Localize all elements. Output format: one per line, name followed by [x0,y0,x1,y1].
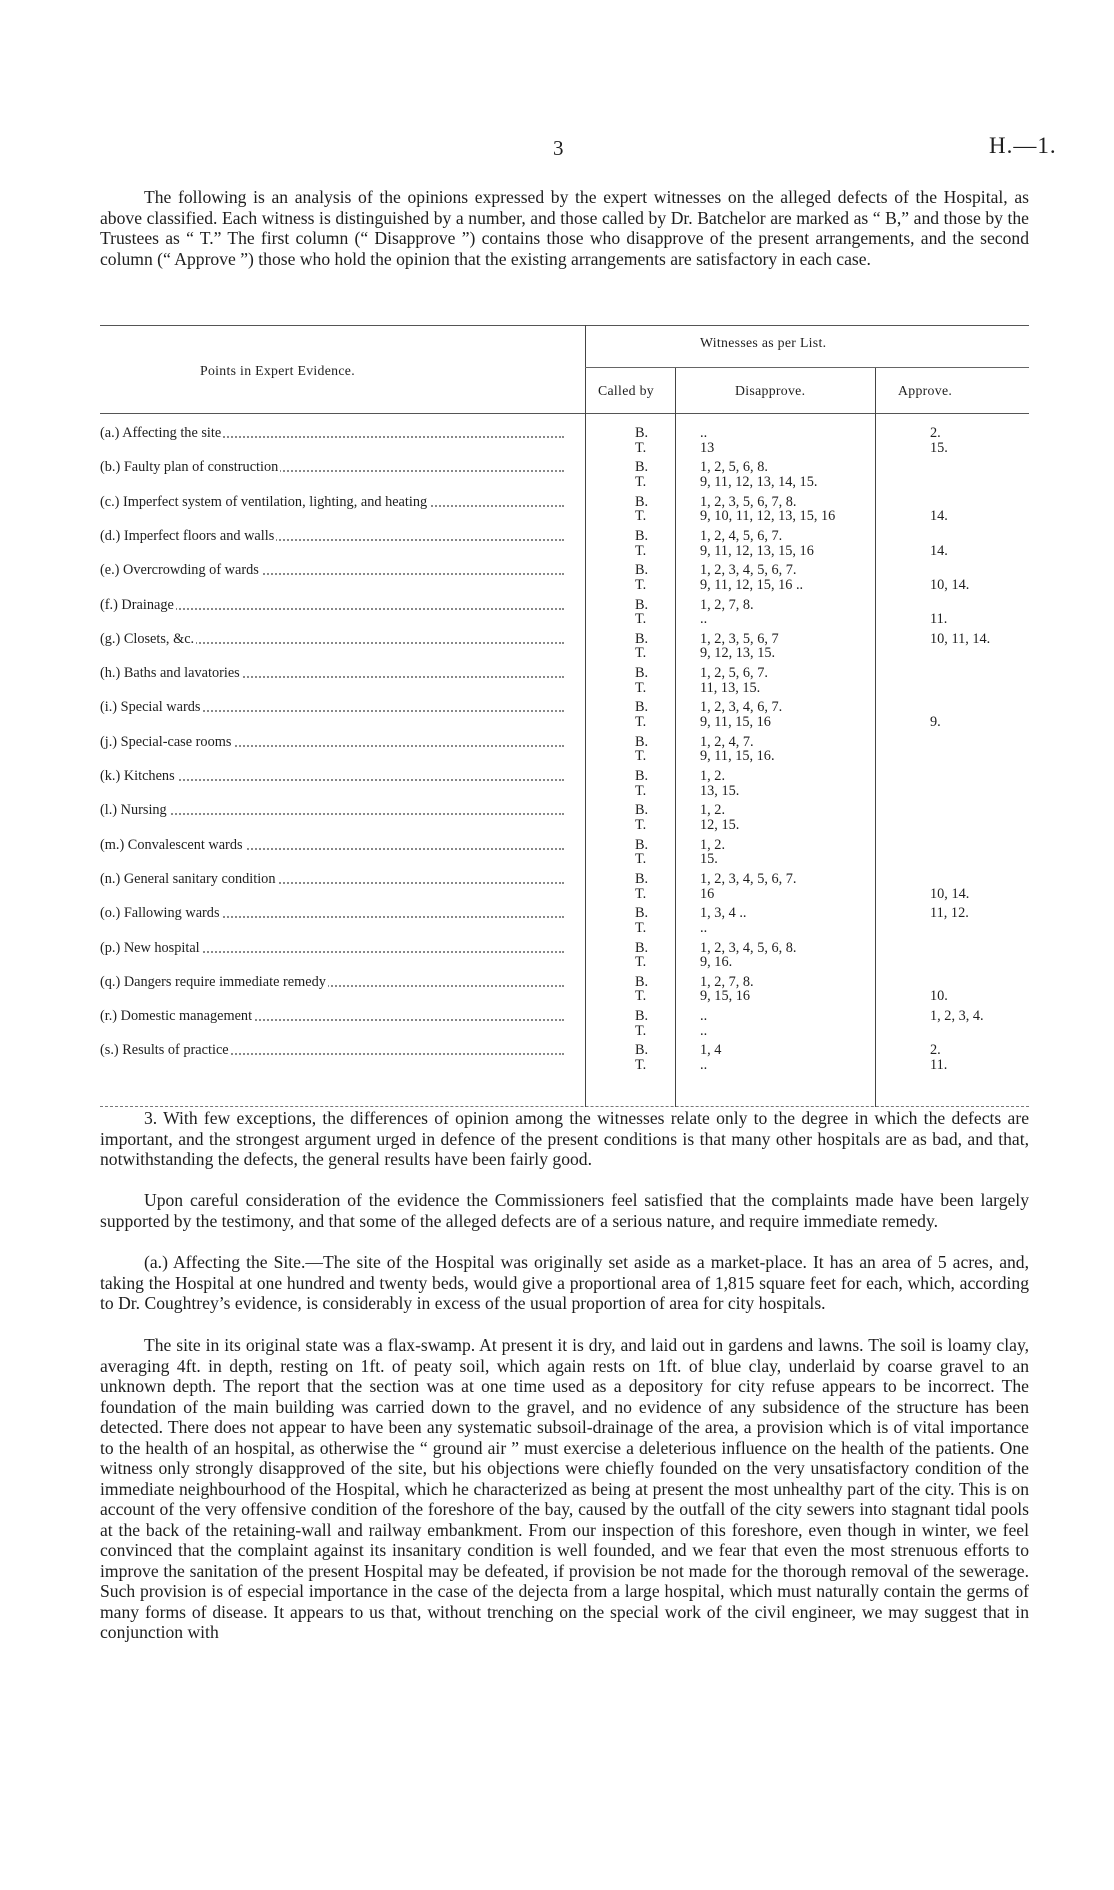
point-label: (g.) Closets, &c. [100,630,195,647]
approve-cell: 9. [930,714,941,730]
disapprove-cell: 1, 2, 4, 7. [700,733,754,750]
called-by-cell: B. [635,459,649,476]
page-number: 3 [553,136,564,160]
point-label: (a.) Affecting the site [100,425,222,441]
called-by-cell: T. [635,508,647,525]
table-divider [675,367,676,1107]
disapprove-cell: 9, 11, 12, 13, 15, 16 [700,542,814,559]
called-by-cell: T. [635,473,647,490]
approve-cell: 2. [930,425,941,441]
approve-cell: 11, 12. [930,905,969,922]
point-label: (c.) Imperfect system of ventilation, lighting, and heating [100,493,428,510]
disapprove-cell: 1, 2, 5, 6, 8. [700,459,768,476]
called-by-cell: B. [635,630,649,647]
point-label: (j.) Special-case rooms [100,733,232,750]
disapprove-cell: 1, 2, 3, 4, 5, 6, 8. [700,939,797,956]
called-by-cell: B. [635,973,649,990]
table-row-point [100,425,570,442]
disapprove-cell: 9, 11, 15, 16. [700,748,775,765]
disapprove-cell: 16 [700,885,715,902]
disapprove-cell: .. [700,1057,708,1073]
table-row-point [100,1042,570,1059]
table-bottom-rule [100,1106,1029,1107]
called-by-cell: T. [635,439,647,456]
point-label: (n.) General sanitary condition [100,870,276,887]
disapprove-cell: .. [700,611,708,628]
disapprove-cell: 1, 2, 3, 4, 6, 7. [700,699,783,716]
witnesses-group-header: Witnesses as per List. [700,335,827,350]
point-label: (l.) Nursing [100,802,167,819]
called-by-cell: T. [635,885,647,902]
called-by-cell: B. [635,733,649,750]
disapprove-cell: 9, 11, 12, 13, 14, 15. [700,473,818,490]
called-by-cell: B. [635,870,649,887]
table-row-point [100,802,570,819]
body-paragraph: The site in its original state was a flax-swamp. At present it is dry, and laid out in gardens and lawns. The soil is loamy clay, averaging 4ft. in depth, resting on 1ft. of peaty soil, which again rests on 1ft. of blue clay, underlaid by coarse gravel to an unknown depth. The report that the section was at one time used as a depository for city refuse appears to be incorrect. The foundation of the main building was carried down to the gravel, and no evidence of any subsidence of the structure has been detected. There does not appear to have been any systematic subsoil-drainage of the area, a provision which is of vital importance to the health of an hospital, as otherwise the “ ground air ” must exercise a deleterious influence on the health of the patients. One witness only strongly disapproved of the site, but his objections were chiefly founded on the very unsatisfactory condition of the immediate neighbourhood of the Hospital, which he characterized as being at present the most unhealthy part of the city. This is on account of the very offensive condition of the foreshore of the bay, caused by the outfall of the city sewers into stagnant tidal pools at the back of the retaining-wall and railway embankment. From our inspection of this foreshore, even though in winter, we feel convinced that the complaint against its insanitary condition is well founded, and we fear that even the most strenuous efforts to improve the sanitation of the present Hospital may be defeated, if provision be not made for the thorough removal of the sewerage. Such provision is of especial importance in the case of the dejecta from a large hospital, which must naturally contain the germs of many forms of disease. It appears to us that, without trenching on the special work of the civil engineer, we may suggest that in conjunction with [100,1335,1029,1642]
called-by-column-header: Called by [598,383,654,398]
disapprove-cell: 9, 16. [700,954,733,971]
called-by-cell: B. [635,905,649,922]
body-paragraph: 3. With few exceptions, the differences of opinion among the witnesses relate only to the degree in which the defects are important, and the strongest argument urged in defence of the present conditions is that many other hospitals are as bad, and that, notwithstanding the defects, the general results have been fairly good. [100,1108,1029,1169]
points-column-header: Points in Expert Evidence. [200,363,355,378]
disapprove-cell: 1, 2, 3, 5, 6, 7, 8. [700,493,797,510]
called-by-cell: B. [635,939,649,956]
called-by-cell: T. [635,988,647,1005]
disapprove-cell: 9, 11, 15, 16 [700,714,771,730]
called-by-cell: T. [635,919,647,936]
table-row-point [100,1008,570,1025]
table-row-point [100,871,570,888]
disapprove-cell: 1, 2. [700,836,726,853]
table-row-point [100,940,570,957]
disapprove-cell: 9, 10, 11, 12, 13, 15, 16 [700,508,836,525]
called-by-cell: B. [635,1042,649,1059]
disapprove-cell: 13 [700,439,715,456]
body-paragraph: Upon careful consideration of the evidence the Commissioners feel satisfied that the complaints made have been largely supported by the testimony, and that some of the alleged defects are of a serious nature, and require immediate remedy. [100,1190,1029,1231]
point-label: (f.) Drainage [100,596,174,613]
disapprove-cell: 15. [700,851,718,868]
table-divider [875,367,876,1107]
approve-cell: 2. [930,1042,941,1059]
called-by-cell: B. [635,596,649,613]
table-row-point [100,974,570,991]
approve-cell: 14. [930,508,948,525]
point-label: (k.) Kitchens [100,768,175,784]
disapprove-cell: 1, 4 [700,1042,722,1059]
disapprove-column-header: Disapprove. [735,383,806,398]
point-label: (o.) Fallowing wards [100,905,220,922]
point-label: (h.) Baths and lavatories [100,665,240,682]
called-by-cell: T. [635,954,647,971]
disapprove-cell: 1, 2, 4, 5, 6, 7. [700,527,783,544]
approve-cell: 1, 2, 3, 4. [930,1008,984,1025]
disapprove-cell: 1, 2, 3, 4, 5, 6, 7. [700,870,797,887]
table-row-point [100,459,570,476]
called-by-cell: T. [635,542,647,559]
point-label: (i.) Special wards [100,699,201,716]
table-header-rule [100,413,1029,414]
called-by-cell: B. [635,768,649,784]
called-by-cell: T. [635,1057,647,1073]
disapprove-cell: 1, 2, 3, 5, 6, 7 [700,630,779,647]
disapprove-cell: 1, 2. [700,802,726,819]
disapprove-cell: .. [700,425,708,441]
called-by-cell: B. [635,562,649,579]
disapprove-cell: 13, 15. [700,782,740,799]
table-row-point [100,631,570,648]
table-row-point [100,494,570,511]
called-by-cell: B. [635,836,649,853]
disapprove-cell: .. [700,1022,708,1039]
table-row-point [100,734,570,751]
expert-evidence-table [100,325,1029,1107]
approve-cell: 10, 11, 14. [930,630,991,647]
disapprove-cell: 1, 2, 7, 8. [700,596,754,613]
called-by-cell: B. [635,802,649,819]
point-label: (e.) Overcrowding of wards [100,562,259,579]
called-by-cell: T. [635,679,647,696]
called-by-cell: B. [635,665,649,682]
intro-paragraph: The following is an analysis of the opinions expressed by the expert witnesses on the alleged defects of the Hospital, as above classified. Each witness is distinguished by a number, and those called by Dr. Batchelor are marked as “ B,” and those by the Trustees as “ T.” The first column (“ Disapprove ”) contains those who disapprove of the present arrangements, and the second column (“ Approve ”) those who hold the opinion that the existing arrangements are satisfactory in each case. [100,187,1029,269]
called-by-cell: T. [635,1022,647,1039]
point-label: (m.) Convalescent wards [100,836,243,853]
table-row-point [100,768,570,785]
approve-cell: 11. [930,611,948,628]
approve-column-header: Approve. [898,383,953,398]
table-row-point [100,528,570,545]
called-by-cell: T. [635,851,647,868]
point-label: (b.) Faulty plan of construction [100,459,279,476]
disapprove-cell: .. [700,919,708,936]
disapprove-cell: 1, 2, 5, 6, 7. [700,665,768,682]
table-top-rule [100,325,1029,326]
table-row-point [100,665,570,682]
disapprove-cell: 1, 2. [700,768,726,784]
called-by-cell: T. [635,576,647,593]
approve-cell: 14. [930,542,948,559]
approve-cell: 10, 14. [930,576,970,593]
called-by-cell: B. [635,1008,649,1025]
point-label: (s.) Results of practice [100,1042,229,1059]
called-by-cell: T. [635,714,647,730]
point-label: (p.) New hospital [100,939,200,956]
approve-cell: 11. [930,1057,948,1073]
approve-cell: 15. [930,439,948,456]
disapprove-cell: 9, 12, 13, 15. [700,645,776,662]
disapprove-cell: 9, 15, 16 [700,988,751,1005]
called-by-cell: T. [635,816,647,833]
approve-cell: 10, 14. [930,885,970,902]
called-by-cell: T. [635,611,647,628]
table-row-point [100,562,570,579]
table-row-point [100,699,570,716]
table-divider [585,325,586,1107]
table-row-point [100,905,570,922]
table-row-point [100,597,570,614]
called-by-cell: B. [635,493,649,510]
table-row-point [100,837,570,854]
group-header-rule [585,367,1029,368]
called-by-cell: B. [635,425,649,441]
document-code: H.—1. [989,133,1057,158]
point-label: (q.) Dangers require immediate remedy [100,973,326,990]
disapprove-cell: 11, 13, 15. [700,679,761,696]
called-by-cell: T. [635,645,647,662]
disapprove-cell: 1, 3, 4 .. [700,905,747,922]
called-by-cell: B. [635,699,649,716]
disapprove-cell: 1, 2, 3, 4, 5, 6, 7. [700,562,797,579]
called-by-cell: T. [635,782,647,799]
point-label: (d.) Imperfect floors and walls [100,527,275,544]
point-label: (r.) Domestic management [100,1008,253,1025]
disapprove-cell: 12, 15. [700,816,740,833]
disapprove-cell: .. [700,1008,708,1025]
called-by-cell: T. [635,748,647,765]
body-paragraph: (a.) Affecting the Site.—The site of the Hospital was originally set aside as a market-place. It has an area of 5 acres, and, taking the Hospital at one hundred and twenty beds, would give a proportional area of 1,815 square feet for each, which, according to Dr. Coughtrey’s evidence, is considerably in excess of the usual proportion of area for city hospitals. [100,1252,1029,1313]
disapprove-cell: 9, 11, 12, 15, 16 .. [700,576,804,593]
called-by-cell: B. [635,527,649,544]
disapprove-cell: 1, 2, 7, 8. [700,973,754,990]
approve-cell: 10. [930,988,948,1005]
